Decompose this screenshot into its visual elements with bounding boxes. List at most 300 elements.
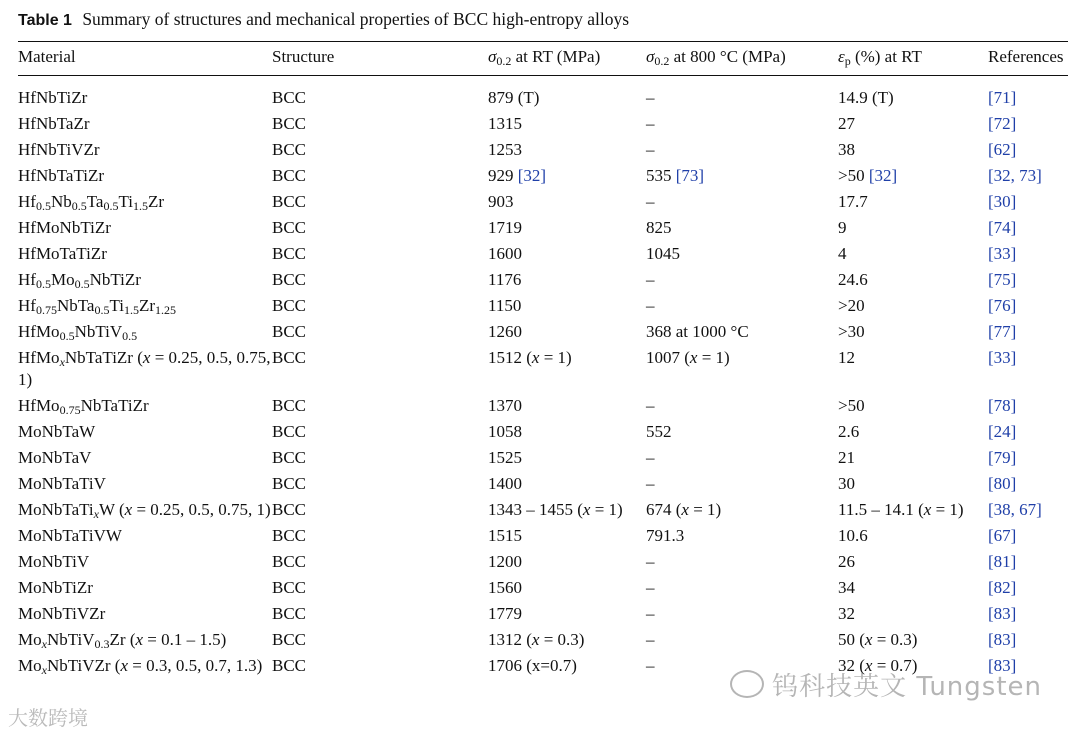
cell-structure: BCC bbox=[272, 422, 307, 441]
cell-material bbox=[18, 496, 272, 522]
cell-sigma-800 bbox=[646, 470, 838, 496]
header-references: References bbox=[988, 47, 1064, 66]
cell-references bbox=[988, 600, 1068, 626]
cell-structure: BCC bbox=[272, 448, 307, 467]
cell-text: 929 bbox=[488, 166, 518, 185]
cell-text: Mo bbox=[18, 630, 42, 649]
cell-text: 1058 bbox=[488, 422, 522, 441]
cell-structure: BCC bbox=[272, 474, 307, 493]
cell-material bbox=[18, 574, 272, 600]
cell-sigma-rt bbox=[488, 626, 646, 652]
cell-references bbox=[988, 392, 1068, 418]
cell-text: 34 bbox=[838, 578, 855, 597]
cell-text: HfMoTaTiZr bbox=[18, 244, 107, 263]
cell-structure: BCC bbox=[272, 552, 307, 571]
cell-material bbox=[18, 392, 272, 418]
cell-text: x bbox=[582, 500, 591, 519]
cell-references bbox=[988, 240, 1068, 266]
table-row bbox=[18, 522, 1068, 548]
cell-text: 1400 bbox=[488, 474, 522, 493]
cell-text: 674 ( bbox=[646, 500, 682, 519]
cell-structure: BCC bbox=[272, 500, 307, 519]
cell-structure: BCC bbox=[272, 396, 307, 415]
cell-sigma-rt bbox=[488, 496, 646, 522]
cell-text: 0.5 bbox=[35, 277, 51, 291]
cell-text: NbTa bbox=[56, 296, 95, 315]
reference-link[interactable]: [76] bbox=[988, 296, 1017, 315]
reference-link[interactable]: [83] bbox=[988, 604, 1017, 623]
cell-text: MoNbTiV bbox=[18, 552, 90, 571]
cell-structure: BCC bbox=[272, 348, 307, 367]
cell-material bbox=[18, 600, 272, 626]
cell-elongation bbox=[838, 318, 988, 344]
cell-text: Mo bbox=[50, 270, 75, 289]
cell-text: x bbox=[142, 348, 151, 367]
cell-text: 1.5 bbox=[124, 303, 139, 317]
cell-text: 1.5 bbox=[133, 199, 148, 213]
cell-text: 32 bbox=[838, 604, 855, 623]
cell-elongation bbox=[838, 548, 988, 574]
cell-sigma-800 bbox=[646, 626, 838, 652]
cell-text: HfMo bbox=[18, 396, 60, 415]
table-caption-text: Summary of structures and mechanical properties of BCC high-entropy alloys bbox=[82, 9, 630, 29]
cell-text: x bbox=[59, 355, 65, 369]
cell-sigma-rt bbox=[488, 652, 646, 678]
table-row bbox=[18, 444, 1068, 470]
cell-text: 32 ( bbox=[838, 656, 865, 675]
cell-text: Ti bbox=[118, 192, 133, 211]
cell-text: 0.5 bbox=[59, 329, 75, 343]
cell-text: 0.5 bbox=[103, 199, 119, 213]
table-row bbox=[18, 392, 1068, 418]
cell-text: NbTiVZr ( bbox=[46, 656, 121, 675]
cell-text: 1315 bbox=[488, 114, 522, 133]
cell-text: x bbox=[135, 630, 144, 649]
cell-text: = 0.3) bbox=[872, 630, 918, 649]
cell-text: = 1) bbox=[697, 348, 730, 367]
cell-structure: BCC bbox=[272, 114, 307, 133]
cell-text: 9 bbox=[838, 218, 847, 237]
cell-text: NbTiZr bbox=[89, 270, 141, 289]
cell-structure: BCC bbox=[272, 578, 307, 597]
reference-link[interactable]: [80] bbox=[988, 474, 1017, 493]
cell-text: 17.7 bbox=[838, 192, 868, 211]
cell-text: 2.6 bbox=[838, 422, 860, 441]
cell-text: >30 bbox=[838, 322, 865, 341]
cell-structure: BCC bbox=[272, 526, 307, 545]
cell-text: HfMo bbox=[18, 322, 60, 341]
cell-text: 1779 bbox=[488, 604, 522, 623]
reference-link[interactable]: [32, 73] bbox=[988, 166, 1042, 185]
cell-text: x bbox=[531, 348, 540, 367]
table-row bbox=[18, 548, 1068, 574]
cell-sigma-rt bbox=[488, 318, 646, 344]
table-row bbox=[18, 240, 1068, 266]
cell-text: NbTaTiZr bbox=[80, 396, 149, 415]
cell-text: 11.5 – 14.1 ( bbox=[838, 500, 924, 519]
table-row bbox=[18, 418, 1068, 444]
cell-text: 552 bbox=[646, 422, 672, 441]
cell-text: Nb bbox=[50, 192, 72, 211]
cell-text: 1200 bbox=[488, 552, 522, 571]
cell-text: 1512 ( bbox=[488, 348, 532, 367]
cell-text: HfMo bbox=[18, 348, 60, 367]
table-row bbox=[18, 318, 1068, 344]
cell-structure: BCC bbox=[272, 244, 307, 263]
cell-structure: BCC bbox=[272, 88, 307, 107]
cell-elongation bbox=[838, 344, 988, 392]
cell-references bbox=[988, 574, 1068, 600]
cell-text: MoNbTaTiV bbox=[18, 474, 106, 493]
cell-text: x bbox=[864, 630, 873, 649]
cell-references bbox=[988, 162, 1068, 188]
cell-sigma-rt bbox=[488, 522, 646, 548]
table-row bbox=[18, 496, 1068, 522]
cell-text: – bbox=[646, 88, 655, 107]
cell-sigma-800 bbox=[646, 240, 838, 266]
cell-text: 1560 bbox=[488, 578, 522, 597]
cell-sigma-rt bbox=[488, 214, 646, 240]
cell-structure: BCC bbox=[272, 604, 307, 623]
cell-text: – bbox=[646, 630, 655, 649]
reference-link[interactable]: [72] bbox=[988, 114, 1017, 133]
watermark-corner: 大数跨境 bbox=[8, 706, 88, 730]
cell-references bbox=[988, 77, 1068, 110]
cell-material bbox=[18, 292, 272, 318]
cell-sigma-rt bbox=[488, 548, 646, 574]
cell-references bbox=[988, 318, 1068, 344]
cell-text: = 1) bbox=[539, 348, 572, 367]
cell-text: 368 at 1000 °C bbox=[646, 322, 749, 341]
cell-text: NbTiV bbox=[74, 322, 123, 341]
cell-structure: BCC bbox=[272, 270, 307, 289]
cell-material bbox=[18, 548, 272, 574]
table-row bbox=[18, 600, 1068, 626]
cell-text: 0.5 bbox=[122, 329, 138, 343]
header-structure: Structure bbox=[272, 47, 335, 66]
cell-elongation bbox=[838, 110, 988, 136]
cell-text: 1007 ( bbox=[646, 348, 690, 367]
cell-text: NbTaTiZr ( bbox=[64, 348, 143, 367]
reference-link[interactable]: [75] bbox=[988, 270, 1017, 289]
cell-sigma-800 bbox=[646, 392, 838, 418]
reference-link[interactable]: [83] bbox=[988, 630, 1017, 649]
table-row bbox=[18, 266, 1068, 292]
table-row bbox=[18, 162, 1068, 188]
table-row bbox=[18, 136, 1068, 162]
reference-link[interactable]: [79] bbox=[988, 448, 1017, 467]
cell-references bbox=[988, 110, 1068, 136]
cell-references bbox=[988, 188, 1068, 214]
table-caption bbox=[18, 9, 629, 30]
cell-sigma-rt bbox=[488, 77, 646, 110]
cell-elongation bbox=[838, 266, 988, 292]
cell-structure: BCC bbox=[272, 296, 307, 315]
cell-elongation bbox=[838, 188, 988, 214]
cell-references bbox=[988, 548, 1068, 574]
watermark-wechat: 钨科技英文 Tungsten bbox=[730, 666, 1042, 703]
cell-text: Zr ( bbox=[109, 630, 136, 649]
table-row bbox=[18, 470, 1068, 496]
cell-material bbox=[18, 162, 272, 188]
cell-sigma-800 bbox=[646, 496, 838, 522]
wechat-icon bbox=[730, 670, 764, 698]
cell-text: >20 bbox=[838, 296, 865, 315]
cell-sigma-rt bbox=[488, 344, 646, 392]
table-row bbox=[18, 344, 1068, 392]
cell-material bbox=[18, 110, 272, 136]
table-row bbox=[18, 214, 1068, 240]
reference-link[interactable]: [32] bbox=[868, 166, 898, 185]
cell-text: >50 bbox=[838, 166, 869, 185]
reference-link[interactable]: [83] bbox=[988, 656, 1017, 675]
header-material: Material bbox=[18, 47, 76, 66]
cell-text: = 0.1 – 1.5) bbox=[143, 630, 227, 649]
cell-structure: BCC bbox=[272, 656, 307, 675]
cell-text: 791.3 bbox=[646, 526, 685, 545]
cell-structure: BCC bbox=[272, 140, 307, 159]
cell-sigma-800 bbox=[646, 600, 838, 626]
cell-sigma-rt bbox=[488, 418, 646, 444]
cell-text: MoNbTiVZr bbox=[18, 604, 106, 623]
reference-link[interactable]: [30] bbox=[988, 192, 1017, 211]
cell-text: x bbox=[120, 656, 129, 675]
cell-text: 14.9 (T) bbox=[838, 88, 894, 107]
cell-text: – bbox=[646, 396, 655, 415]
cell-text: 1176 bbox=[488, 270, 522, 289]
cell-sigma-800 bbox=[646, 344, 838, 392]
reference-link[interactable]: [74] bbox=[988, 218, 1017, 237]
cell-text: x bbox=[681, 500, 689, 519]
cell-sigma-800 bbox=[646, 522, 838, 548]
table-row bbox=[18, 110, 1068, 136]
cell-sigma-800 bbox=[646, 136, 838, 162]
cell-text: 10.6 bbox=[838, 526, 868, 545]
cell-text: = 0.3, 0.5, 0.7, 1.3) bbox=[128, 656, 263, 675]
cell-text: 1719 bbox=[488, 218, 522, 237]
cell-sigma-800 bbox=[646, 77, 838, 110]
cell-elongation bbox=[838, 600, 988, 626]
cell-references bbox=[988, 214, 1068, 240]
cell-text: Zr bbox=[139, 296, 156, 315]
cell-text: Hf bbox=[18, 270, 36, 289]
cell-sigma-800 bbox=[646, 188, 838, 214]
cell-text: 1515 bbox=[488, 526, 522, 545]
cell-elongation bbox=[838, 522, 988, 548]
cell-references bbox=[988, 292, 1068, 318]
cell-text: 0.5 bbox=[94, 303, 110, 317]
cell-text: 21 bbox=[838, 448, 855, 467]
cell-elongation bbox=[838, 418, 988, 444]
cell-text: 38 bbox=[838, 140, 855, 159]
cell-elongation bbox=[838, 77, 988, 110]
cell-text: x bbox=[689, 348, 698, 367]
cell-references bbox=[988, 418, 1068, 444]
cell-text: 1150 bbox=[488, 296, 522, 315]
cell-text: Mo bbox=[18, 656, 42, 675]
cell-text: 0.5 bbox=[35, 199, 51, 213]
cell-sigma-800 bbox=[646, 292, 838, 318]
cell-text: HfNbTiVZr bbox=[18, 140, 100, 159]
cell-text: – bbox=[646, 448, 655, 467]
cell-references bbox=[988, 522, 1068, 548]
cell-sigma-rt bbox=[488, 574, 646, 600]
cell-sigma-rt bbox=[488, 240, 646, 266]
cell-sigma-800 bbox=[646, 266, 838, 292]
cell-sigma-rt bbox=[488, 266, 646, 292]
cell-material bbox=[18, 188, 272, 214]
table-row bbox=[18, 292, 1068, 318]
cell-text: = 1) bbox=[931, 500, 964, 519]
table-body bbox=[18, 77, 1068, 678]
cell-text: = 0.7) bbox=[872, 656, 918, 675]
cell-material bbox=[18, 470, 272, 496]
cell-references bbox=[988, 266, 1068, 292]
header-sigma-800: $\sigma_{0.2}$ at 800 °C (MPa) bbox=[646, 47, 786, 68]
cell-text: – bbox=[646, 192, 655, 211]
cell-text: HfNbTiZr bbox=[18, 88, 88, 107]
cell-text: 1260 bbox=[488, 322, 522, 341]
cell-text: HfNbTaTiZr bbox=[18, 166, 105, 185]
cell-sigma-rt bbox=[488, 188, 646, 214]
cell-text: = 0.25, 0.5, 0.75, 1) bbox=[18, 348, 271, 389]
cell-elongation bbox=[838, 626, 988, 652]
cell-text: 1253 bbox=[488, 140, 522, 159]
cell-material bbox=[18, 240, 272, 266]
cell-material bbox=[18, 444, 272, 470]
cell-material bbox=[18, 214, 272, 240]
reference-link[interactable]: [73] bbox=[675, 166, 705, 185]
cell-text: MoNbTaTiVW bbox=[18, 526, 122, 545]
cell-text: – bbox=[646, 578, 655, 597]
cell-material bbox=[18, 77, 272, 110]
cell-structure: BCC bbox=[272, 218, 307, 237]
cell-text: – bbox=[646, 114, 655, 133]
cell-text: MoNbTiZr bbox=[18, 578, 93, 597]
reference-link[interactable]: [82] bbox=[988, 578, 1017, 597]
reference-link[interactable]: [62] bbox=[988, 140, 1017, 159]
cell-sigma-800 bbox=[646, 318, 838, 344]
cell-sigma-800 bbox=[646, 110, 838, 136]
cell-material bbox=[18, 652, 272, 678]
cell-text: Ta bbox=[86, 192, 104, 211]
header-sigma-rt: $\sigma_{0.2}$ at RT (MPa) bbox=[488, 47, 601, 68]
cell-text: = 1) bbox=[688, 500, 722, 519]
cell-structure: BCC bbox=[272, 166, 307, 185]
cell-text: 26 bbox=[838, 552, 855, 571]
cell-elongation bbox=[838, 292, 988, 318]
cell-text: 50 ( bbox=[838, 630, 865, 649]
cell-elongation bbox=[838, 214, 988, 240]
table-header-row bbox=[18, 43, 1068, 77]
reference-link[interactable]: [32] bbox=[517, 166, 547, 185]
cell-sigma-rt bbox=[488, 444, 646, 470]
cell-text: – bbox=[646, 604, 655, 623]
reference-link[interactable]: [77] bbox=[988, 322, 1017, 341]
cell-sigma-800 bbox=[646, 418, 838, 444]
cell-text: = 0.3) bbox=[539, 630, 585, 649]
cell-text: NbTiV bbox=[46, 630, 95, 649]
cell-text: 825 bbox=[646, 218, 672, 237]
cell-references bbox=[988, 444, 1068, 470]
cell-text: – bbox=[646, 474, 655, 493]
cell-material bbox=[18, 136, 272, 162]
cell-sigma-rt bbox=[488, 162, 646, 188]
cell-text: HfMoNbTiZr bbox=[18, 218, 111, 237]
cell-elongation bbox=[838, 444, 988, 470]
reference-link[interactable]: [67] bbox=[988, 526, 1017, 545]
cell-text: HfNbTaZr bbox=[18, 114, 90, 133]
cell-text: 1.25 bbox=[155, 303, 177, 317]
cell-material bbox=[18, 266, 272, 292]
reference-link[interactable]: [71] bbox=[988, 88, 1017, 107]
cell-sigma-800 bbox=[646, 214, 838, 240]
cell-text: 1370 bbox=[488, 396, 522, 415]
cell-sigma-800 bbox=[646, 162, 838, 188]
cell-references bbox=[988, 626, 1068, 652]
cell-text: 1343 – 1455 ( bbox=[488, 500, 583, 519]
cell-text: 0.5 bbox=[74, 277, 90, 291]
reference-link[interactable]: [81] bbox=[988, 552, 1017, 571]
cell-material bbox=[18, 418, 272, 444]
cell-text: Hf bbox=[18, 296, 36, 315]
reference-link[interactable]: [33] bbox=[988, 348, 1017, 367]
cell-text: 0.5 bbox=[71, 199, 87, 213]
cell-text: 12 bbox=[838, 348, 855, 367]
cell-structure: BCC bbox=[272, 192, 307, 211]
cell-text: = 1) bbox=[590, 500, 623, 519]
cell-text: 30 bbox=[838, 474, 855, 493]
cell-text: 0.75 bbox=[59, 403, 81, 417]
cell-text: >50 bbox=[838, 396, 865, 415]
cell-structure: BCC bbox=[272, 322, 307, 341]
cell-text: 1706 (x=0.7) bbox=[488, 656, 577, 675]
cell-references bbox=[988, 470, 1068, 496]
table-row bbox=[18, 188, 1068, 214]
reference-link[interactable]: [78] bbox=[988, 396, 1017, 415]
cell-sigma-800 bbox=[646, 574, 838, 600]
cell-text: = 0.25, 0.5, 0.75, 1) bbox=[132, 500, 271, 519]
cell-text: 1525 bbox=[488, 448, 522, 467]
cell-text: Hf bbox=[18, 192, 36, 211]
reference-link[interactable]: [38, 67] bbox=[988, 500, 1042, 519]
reference-link[interactable]: [33] bbox=[988, 244, 1017, 263]
cell-text: 1312 ( bbox=[488, 630, 532, 649]
cell-text: 0.75 bbox=[35, 303, 57, 317]
cell-sigma-rt bbox=[488, 136, 646, 162]
cell-references bbox=[988, 136, 1068, 162]
cell-elongation bbox=[838, 470, 988, 496]
cell-sigma-rt bbox=[488, 392, 646, 418]
cell-text: – bbox=[646, 296, 655, 315]
cell-text: – bbox=[646, 270, 655, 289]
cell-elongation bbox=[838, 496, 988, 522]
cell-text: 27 bbox=[838, 114, 855, 133]
cell-material bbox=[18, 344, 272, 392]
cell-material bbox=[18, 522, 272, 548]
cell-structure: BCC bbox=[272, 630, 307, 649]
cell-sigma-800 bbox=[646, 548, 838, 574]
cell-elongation bbox=[838, 240, 988, 266]
cell-material bbox=[18, 626, 272, 652]
table-row bbox=[18, 626, 1068, 652]
cell-text: 1045 bbox=[646, 244, 680, 263]
cell-text: Ti bbox=[109, 296, 124, 315]
cell-text: 535 bbox=[646, 166, 676, 185]
reference-link[interactable]: [24] bbox=[988, 422, 1017, 441]
cell-sigma-rt bbox=[488, 600, 646, 626]
cell-text: x bbox=[923, 500, 932, 519]
